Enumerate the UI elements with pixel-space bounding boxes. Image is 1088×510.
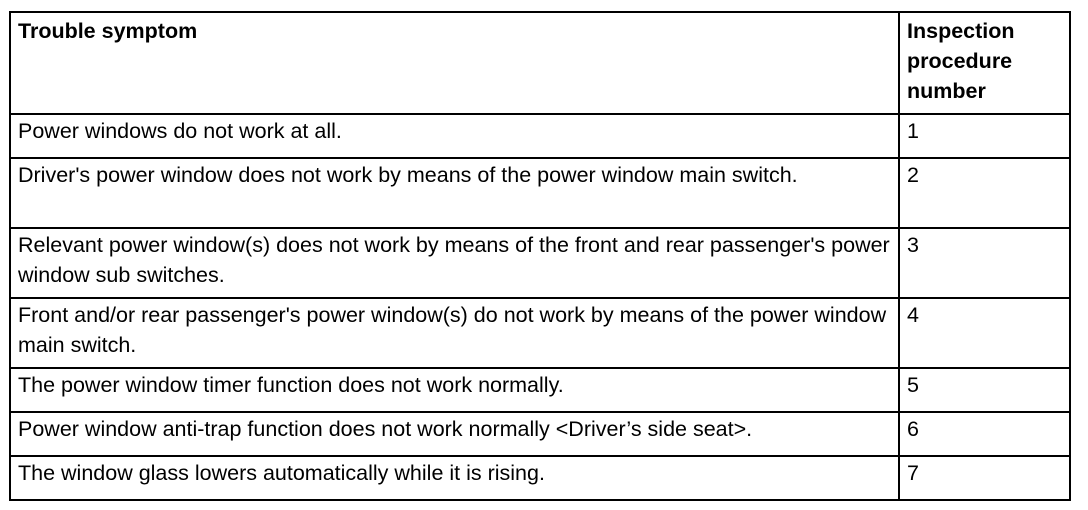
table-row <box>10 412 1070 456</box>
symptom-cell: Driver's power window does not work by means of the power window main switch. <box>10 158 899 228</box>
procedure-number-cell: 6 <box>899 412 1070 456</box>
procedure-number-cell: 5 <box>899 368 1070 412</box>
header-trouble-symptom: Trouble symptom <box>10 12 899 114</box>
table-row <box>10 114 1070 158</box>
procedure-number-cell: 1 <box>899 114 1070 158</box>
table-row <box>10 158 1070 228</box>
procedure-number-cell: 3 <box>899 228 1070 298</box>
trouble-symptom-table <box>9 11 1071 501</box>
symptom-cell: Power window anti-trap function does not work normally <Driver’s side seat>. <box>10 412 899 456</box>
table-row <box>10 298 1070 368</box>
symptom-cell: Front and/or rear passenger's power window(s) do not work by means of the power window main switch. <box>10 298 899 368</box>
procedure-number-cell: 2 <box>899 158 1070 228</box>
symptom-cell: Relevant power window(s) does not work by means of the front and rear passenger's power window sub switches. <box>10 228 899 298</box>
header-inspection-procedure-number: Inspection procedure number <box>899 12 1070 114</box>
symptom-cell: Power windows do not work at all. <box>10 114 899 158</box>
table-row <box>10 456 1070 500</box>
procedure-number-cell: 4 <box>899 298 1070 368</box>
symptom-cell: The window glass lowers automatically while it is rising. <box>10 456 899 500</box>
symptom-cell: The power window timer function does not work normally. <box>10 368 899 412</box>
table-row <box>10 368 1070 412</box>
table-header-row <box>10 12 1070 114</box>
procedure-number-cell: 7 <box>899 456 1070 500</box>
table-row <box>10 228 1070 298</box>
